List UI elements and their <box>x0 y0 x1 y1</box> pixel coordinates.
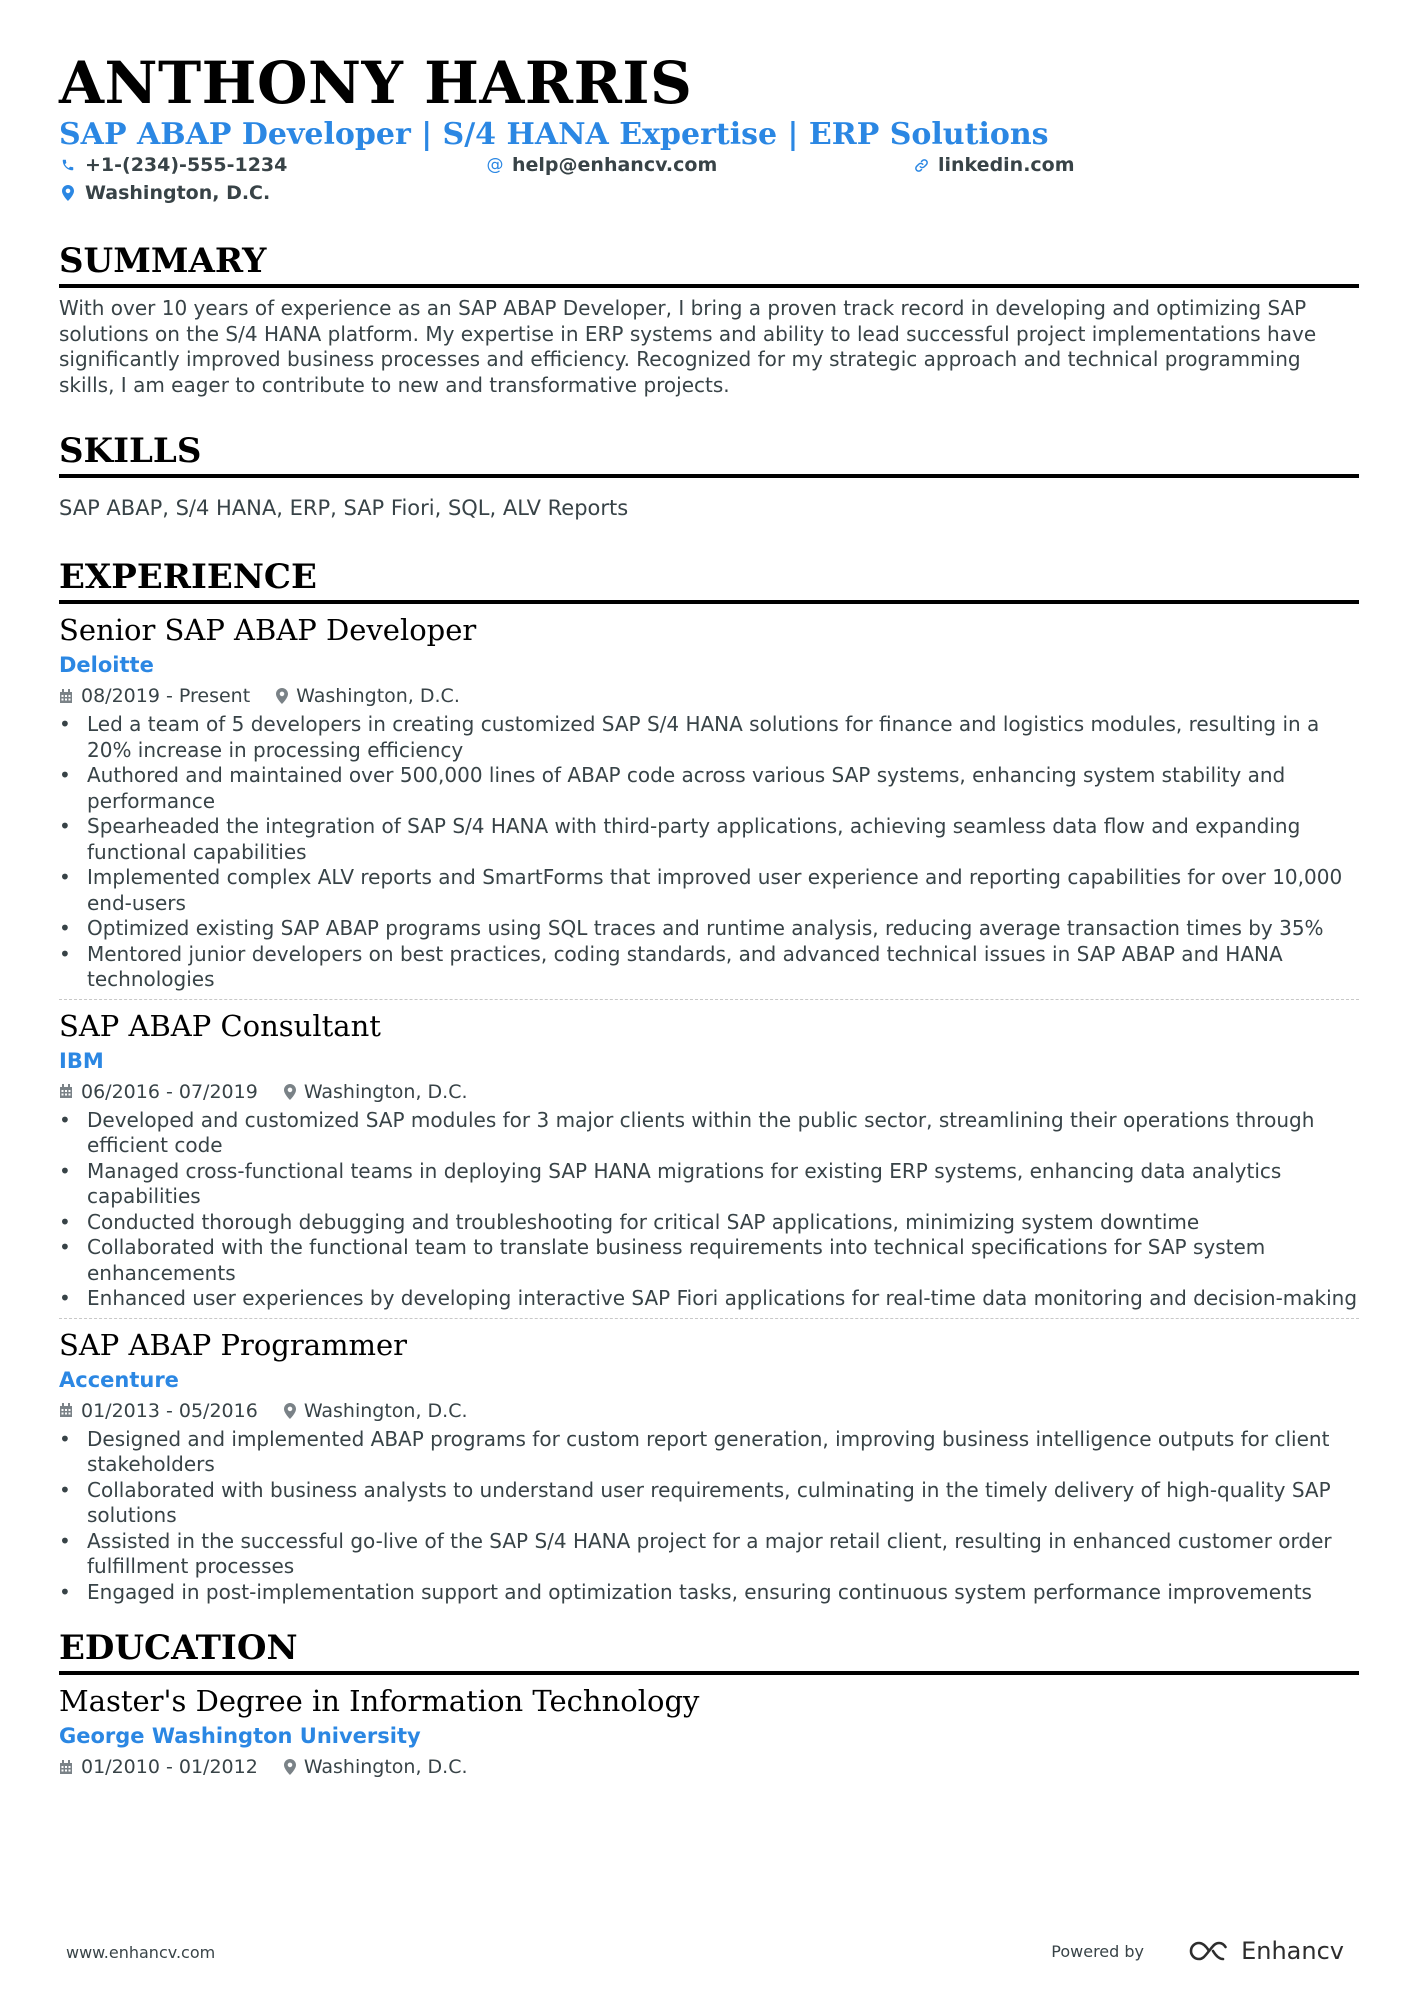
email-text: help@enhancv.com <box>512 154 718 176</box>
footer <box>66 1937 1344 1967</box>
job-dates: 06/2016 - 07/2019 <box>59 1076 258 1108</box>
powered-by-label: Powered by <box>1051 1942 1144 1961</box>
job-title: SAP ABAP Consultant <box>59 1008 381 1043</box>
degree-title: Master's Degree in Information Technology <box>59 1684 700 1718</box>
location-pin-icon <box>284 1759 296 1775</box>
job-location: Washington, D.C. <box>284 1076 468 1108</box>
list-item: • Authored and maintained over 500,000 lines of ABAP code across various SAP systems, enhancing system stability and performance <box>59 763 1359 814</box>
education-location: Washington, D.C. <box>284 1751 468 1783</box>
headline: SAP ABAP Developer | S/4 HANA Expertise | ERP Solutions <box>59 117 1049 152</box>
list-item: • Assisted in the successful go-live of the SAP S/4 HANA project for a major retail client, resulting in enhanced customer order fulfillment processes <box>59 1529 1359 1580</box>
resume-page <box>59 50 1359 1783</box>
company-name: Accenture <box>59 1367 179 1392</box>
skills-heading: SKILLS <box>59 430 1359 478</box>
calendar-icon <box>59 689 73 704</box>
enhancv-logo[interactable] <box>1189 1937 1344 1965</box>
location-pin-icon <box>59 184 77 202</box>
school-name: George Washington University <box>59 1724 421 1748</box>
skills-section <box>59 430 1359 522</box>
list-item: • Managed cross-functional teams in deploying SAP HANA migrations for existing ERP systems, enhancing data analytics capabilities <box>59 1159 1359 1210</box>
experience-heading: EXPERIENCE <box>59 556 1359 604</box>
phone-text: +1-(234)-555-1234 <box>85 154 288 176</box>
list-item: • Led a team of 5 developers in creating customized SAP S/4 HANA solutions for finance and logistics modules, resulting in a 20% increase in processing efficiency <box>59 712 1359 763</box>
list-item: • Conducted thorough debugging and troubleshooting for critical SAP applications, minimizing system downtime <box>59 1210 1359 1236</box>
phone-contact[interactable] <box>59 154 287 176</box>
list-item: • Mentored junior developers on best practices, coding standards, and advanced technical issues in SAP ABAP and HANA technologies <box>59 942 1359 993</box>
summary-section <box>59 240 1359 398</box>
location-pin-icon <box>284 1403 296 1419</box>
summary-text: With over 10 years of experience as an SAP ABAP Developer, I bring a proven track record in developing and optimizing SAP solutions on the S/4 HANA platform. My expertise in ERP systems and ability to lead successful project implementations have significantly improved business processes and efficiency. Recognized for my strategic approach and technical programming skills, I am eager to contribute to new and transformative projects. <box>59 296 1317 397</box>
education-meta <box>59 1751 1359 1783</box>
job-title: SAP ABAP Programmer <box>59 1327 408 1362</box>
contact-info <box>59 154 1359 210</box>
job-location: Washington, D.C. <box>276 680 460 712</box>
calendar-icon <box>59 1760 73 1775</box>
list-item: • Optimized existing SAP ABAP programs using SQL traces and runtime analysis, reducing average transaction times by 35% <box>59 916 1359 942</box>
candidate-name: ANTHONY HARRIS <box>59 49 693 117</box>
list-item: • Spearheaded the integration of SAP S/4 HANA with third-party applications, achieving seamless data flow and expanding functional capabilities <box>59 814 1359 865</box>
job-title: Senior SAP ABAP Developer <box>59 613 477 647</box>
job-bullets <box>59 712 1359 993</box>
experience-section <box>59 556 1359 1611</box>
location-text: Washington, D.C. <box>85 182 271 204</box>
location-contact <box>59 182 270 204</box>
list-item: • Collaborated with business analysts to understand user requirements, culminating in the timely delivery of high-quality SAP solutions <box>59 1478 1359 1529</box>
linkedin-text: linkedin.com <box>938 154 1075 176</box>
job-meta <box>59 680 1359 712</box>
link-icon <box>912 156 930 174</box>
list-item: • Collaborated with the functional team to translate business requirements into technical specifications for SAP system enhancements <box>59 1235 1359 1286</box>
job-bullets <box>59 1427 1359 1606</box>
job-entry <box>59 999 1359 1318</box>
job-meta <box>59 1395 1359 1427</box>
calendar-icon <box>59 1084 73 1099</box>
job-location: Washington, D.C. <box>284 1395 468 1427</box>
list-item: • Designed and implemented ABAP programs for custom report generation, improving business intelligence outputs for client stakeholders <box>59 1427 1359 1478</box>
job-meta <box>59 1076 1359 1108</box>
calendar-icon <box>59 1403 73 1418</box>
education-heading: EDUCATION <box>59 1627 1359 1675</box>
job-entry <box>59 610 1359 999</box>
at-icon: @ <box>486 155 504 175</box>
brand-name: Enhancv <box>1241 1937 1344 1965</box>
linkedin-contact[interactable] <box>912 154 1075 176</box>
education-dates: 01/2010 - 01/2012 <box>59 1751 258 1783</box>
job-entry <box>59 1318 1359 1612</box>
location-pin-icon <box>284 1084 296 1100</box>
job-dates: 08/2019 - Present <box>59 680 250 712</box>
list-item: • Implemented complex ALV reports and SmartForms that improved user experience and reporting capabilities for over 10,000 end-users <box>59 865 1359 916</box>
email-contact[interactable] <box>486 154 717 176</box>
list-item: • Engaged in post-implementation support and optimization tasks, ensuring continuous system performance improvements <box>59 1580 1359 1606</box>
list-item: • Enhanced user experiences by developing interactive SAP Fiori applications for real-time data monitoring and decision-making <box>59 1286 1359 1312</box>
company-name: Deloitte <box>59 653 154 677</box>
skills-list: SAP ABAP, S/4 HANA, ERP, SAP Fiori, SQL, ALV Reports <box>59 496 629 520</box>
location-pin-icon <box>276 688 288 704</box>
education-section <box>59 1627 1359 1783</box>
enhancv-logo-icon <box>1189 1940 1233 1962</box>
footer-website-link[interactable]: www.enhancv.com <box>66 1943 216 1962</box>
phone-icon <box>59 156 77 174</box>
company-name: IBM <box>59 1048 104 1073</box>
job-bullets <box>59 1108 1359 1312</box>
list-item: • Developed and customized SAP modules for 3 major clients within the public sector, streamlining their operations through efficient code <box>59 1108 1359 1159</box>
job-dates: 01/2013 - 05/2016 <box>59 1395 258 1427</box>
summary-heading: SUMMARY <box>59 240 1359 288</box>
